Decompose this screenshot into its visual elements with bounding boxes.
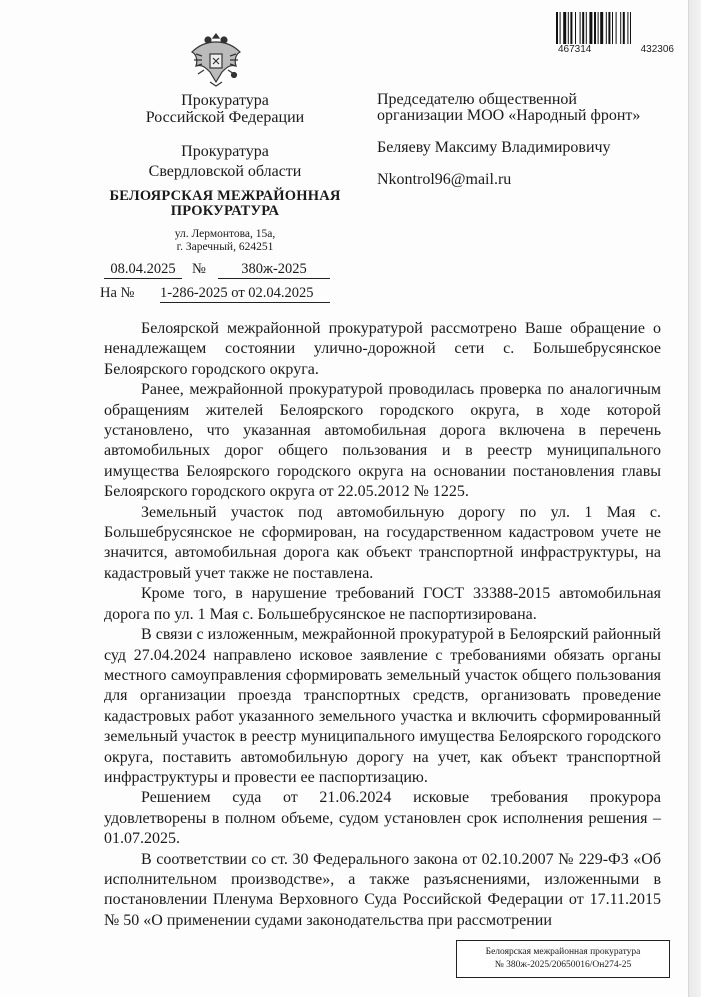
outgoing-number: 380ж-2025: [218, 261, 330, 279]
body-paragraph: Кроме того, в нарушение требований ГОСТ 33388-2015 автомобильная дорога по ул. 1 Мая с. Большебрусянское не паспортизирована.: [104, 585, 661, 623]
barcode-bar: [598, 12, 599, 44]
reference-label: На №: [100, 285, 135, 301]
barcode-bar: [612, 12, 613, 44]
body-paragraph: Решением суда от 21.06.2024 исковые требования прокурора удовлетворены в полном объеме, судом установлен срок исполнения решения – 01.07.2025.: [104, 789, 661, 848]
prosecutor-general-heading: [100, 92, 350, 126]
barcode-bar: [563, 12, 566, 44]
addressee-name: Беляеву Максиму Владимировичу: [377, 139, 611, 156]
barcode-bar: [589, 12, 592, 44]
barcode-bar: [586, 12, 587, 44]
barcode-bar: [594, 12, 596, 44]
org-line: Российской Федерации: [145, 109, 305, 126]
barcode-right-digits: 432306: [640, 44, 674, 55]
barcode-bar: [568, 12, 569, 44]
reference-number: 1-286-2025 от 02.04.2025: [160, 285, 330, 303]
addressee-block: [377, 92, 677, 188]
letter-body: [104, 319, 661, 931]
barcode-bar: [606, 12, 607, 44]
barcode-icon: [556, 12, 672, 44]
regional-prosecutor-heading: [100, 142, 350, 182]
body-paragraph: Белоярской межрайонной прокуратурой рассмотрено Ваше обращение о ненадлежащем состоянии улично-дорожной сети с. Большебрусянское Белоярского городского округа.: [104, 320, 661, 378]
org-line: Прокуратура: [181, 143, 269, 160]
addressee-email: Nkontrol96@mail.ru: [377, 171, 512, 188]
registration-stamp: [456, 940, 670, 978]
addressee-line: организации МОО «Народный фронт»: [377, 107, 641, 124]
body-paragraph: Ранее, межрайонной прокуратурой проводилась проверка по аналогичным обращениям жителей Белоярского городского округа, в ходе которой установлено, что указанная автомобильная дорога включена в перечень автомобильных дорог общего пользования и в реестр муниципального имущества Белоярского городского округа на основании постановления главы Белоярского городского округа от 22.05.2012 № 1225.: [104, 381, 661, 501]
scan-edge: [688, 0, 701, 997]
barcode-bar: [556, 12, 558, 44]
outgoing-date: 08.04.2025: [104, 261, 182, 279]
barcode-bar: [582, 12, 584, 44]
org-line: БЕЛОЯРСКАЯ МЕЖРАЙОННАЯ: [109, 188, 341, 204]
org-line: Свердловской области: [148, 163, 302, 180]
address-line: ул. Лермонтова, 15а,: [174, 228, 276, 240]
stamp-org: Белоярская межрайонная прокуратура: [485, 947, 641, 957]
body-paragraph: В соответствии со ст. 30 Федерального закона от 02.10.2007 № 229-ФЗ «Об исполнительном производстве», а также разъяснениями, изложенными в постановлении Пленума Верховного Суда Российской Федерации от 17.11.2015 № 50 «О применении судами законодательства при рассмотрении: [104, 850, 661, 929]
address-line: г. Заречный, 624251: [176, 241, 274, 253]
barcode-bar: [570, 12, 572, 44]
district-prosecutor-heading: [100, 189, 350, 219]
barcode-bar: [627, 12, 628, 44]
org-line: Прокуратура: [181, 92, 269, 109]
addressee-line: Председателю общественной: [377, 91, 577, 108]
barcode-digits: [558, 44, 674, 55]
body-paragraph: В связи с изложенным, межрайонной прокуратурой в Белоярский районный суд 27.04.2024 направлено исковое заявление с требованиями обязать органы местного самоуправления сформировать земельный участок общего пользования для организации проезда транспортных средств, организовать проведение кадастровых работ указанного земельного участка и включить сформированный земельный участок в реестр муниципального имущества Белоярского городского округа, поставить автомобильную дорогу на учет, как объект транспортной инфраструктуры и провести ее паспортизацию.: [104, 626, 661, 786]
org-line: ПРОКУРАТУРА: [170, 203, 280, 219]
barcode-bar: [600, 12, 603, 44]
barcode-left-digits: 467314: [558, 44, 592, 55]
addressee-position: [377, 92, 677, 124]
office-address: [100, 228, 350, 254]
barcode-bar: [623, 12, 625, 44]
stamp-number: № 380ж-2025/20650016/Он274-25: [494, 960, 632, 970]
barcode-bar: [630, 12, 631, 44]
number-label: №: [192, 261, 206, 277]
barcode-bar: [608, 12, 610, 44]
barcode-bar: [620, 12, 621, 44]
barcode-bar: [560, 12, 561, 44]
barcode-bar: [616, 12, 617, 44]
body-paragraph: Земельный участок под автомобильную дорогу по ул. 1 Мая с. Большебрусянское не сформирован, на государственном кадастровом учете не значится, автомобильная дорога как объект транспортной инфраструктуры, на кадастровый учет также не поставлена.: [104, 503, 661, 582]
coat-of-arms-icon: [188, 30, 244, 88]
barcode-bar: [580, 12, 581, 44]
barcode-bar: [575, 12, 576, 44]
